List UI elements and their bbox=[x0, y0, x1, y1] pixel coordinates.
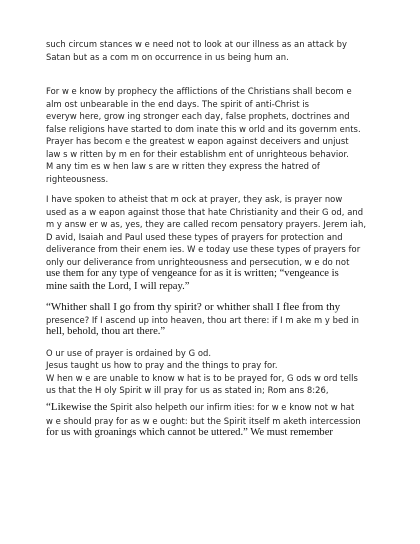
text-line: us that the H oly Spirit w ill pray for us as stated in; Rom ans 8:26, bbox=[46, 385, 329, 395]
paragraph-romans-quote bbox=[46, 397, 386, 440]
text-line: W hen w e are unable to know w hat is to be prayed for, G ods w ord tells bbox=[46, 372, 358, 383]
text-line-serif: “Whither shall I go from thy spirit? or whither shall I flee from thy bbox=[46, 301, 341, 313]
text-line-serif: hell, behold, thou art there.” bbox=[46, 326, 166, 337]
quote-start: “Likewise the bbox=[46, 400, 108, 413]
paragraph-psalm-quote bbox=[46, 301, 386, 339]
text-line-mixed bbox=[46, 397, 386, 415]
paragraph-atheist bbox=[46, 193, 386, 293]
text-line-serif: use them for any type of vengeance for as it is written; “vengeance is bbox=[46, 268, 339, 279]
paragraph-opening bbox=[46, 38, 386, 63]
paragraph-ordained bbox=[46, 347, 386, 397]
text-line-serif: mine saith the Lord, I will repay.” bbox=[46, 280, 190, 292]
text-line: deliverance from their enem ies. W e today use these types of prayers for bbox=[46, 244, 361, 254]
text-line: D avid, Isaiah and Paul used these types of prayers for protection and bbox=[46, 231, 343, 242]
quote-continuation: Spirit also helpeth our infirm ities: for w e know not w hat bbox=[107, 401, 355, 412]
text-line: everyw here, grow ing stronger each day, false prophets, doctrines and bbox=[46, 111, 350, 121]
text-line: alm ost unbearable in the end days. The spirit of anti-Christ is bbox=[46, 98, 310, 109]
text-line: Prayer has becom e the greatest w eapon against deceivers and unjust bbox=[46, 136, 349, 146]
paragraph-prophecy bbox=[46, 85, 386, 185]
text-line: M any tim es w hen law s are w ritten they express the hatred of bbox=[46, 161, 320, 171]
text-line: Jesus taught us how to pray and the things to pray for. bbox=[46, 360, 278, 370]
text-line: false religions have started to dom inate this w orld and its governm ents. bbox=[46, 123, 361, 134]
text-line: Satan but as a com m on occurrence in us being hum an. bbox=[46, 51, 289, 62]
text-line: such circum stances w e need not to look at our illness as an attack by bbox=[46, 39, 347, 49]
text-line: only our deliverance from unrighteousness and persecution, w e do not bbox=[46, 256, 350, 267]
text-line: used as a w eapon against those that hate Christianity and their G od, and bbox=[46, 206, 364, 217]
text-line: presence? If I ascend up into heaven, thou art there: if I m ake m y bed in bbox=[46, 314, 359, 325]
text-line: w e should pray for as w e ought: but the Spirit itself m aketh intercession bbox=[46, 415, 361, 426]
text-line: m y answ er w as, yes, they are called recom pensatory prayers. Jerem iah, bbox=[46, 219, 367, 229]
text-line: For w e know by prophecy the afflictions of the Christians shall becom e bbox=[46, 86, 352, 96]
text-line: law s w ritten by m en for their establishm ent of unrighteous behavior. bbox=[46, 148, 349, 159]
text-line: I have spoken to atheist that m ock at prayer, they ask, is prayer now bbox=[46, 194, 343, 204]
text-line: righteousness. bbox=[46, 173, 109, 184]
text-line-serif: for us with groanings which cannot be uttered.” We must remember bbox=[46, 427, 333, 438]
text-line: O ur use of prayer is ordained by G od. bbox=[46, 347, 212, 358]
